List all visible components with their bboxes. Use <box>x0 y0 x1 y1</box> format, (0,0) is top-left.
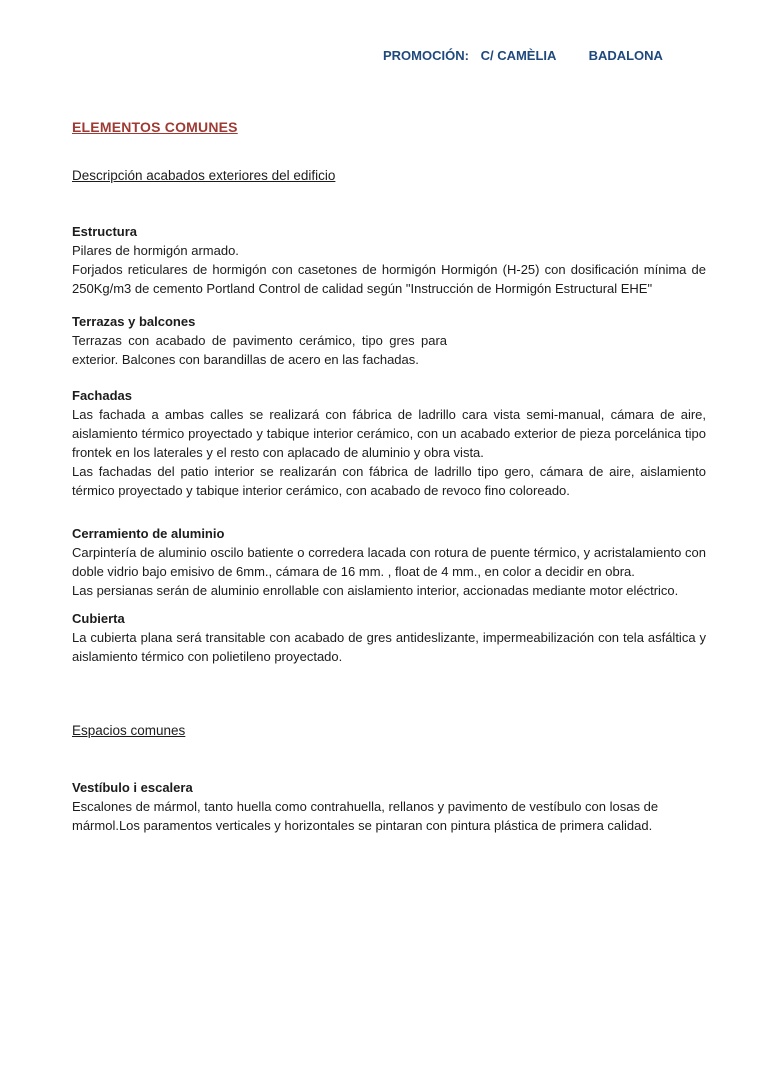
paragraph: Terrazas con acabado de pavimento cerámico, tipo gres para exterior. Balcones con barandillas de acero en las fachadas. <box>72 333 447 367</box>
section-heading-fachadas: Fachadas <box>72 388 132 403</box>
section-heading-vestibulo: Vestíbulo i escalera <box>72 780 193 795</box>
promotion-street: C/ CAMÈLIA <box>480 48 556 63</box>
section-cubierta <box>72 609 706 666</box>
paragraph: Escalones de mármol, tanto huella como contrahuella, rellanos y pavimento de vestíbulo con losas de mármol.Los paramentos verticales y horizontales se pintaran con pintura plástica de primera calidad. <box>72 799 659 833</box>
paragraph: Las fachadas del patio interior se realizarán con fábrica de ladrillo tipo gero, cámara de aire, aislamiento térmico proyectado y tabique interior cerámico, con acabado de revoco fino coloreado. <box>72 464 706 498</box>
section-vestibulo-escalera <box>72 778 706 835</box>
paragraph: Forjados reticulares de hormigón con casetones de hormigón Hormigón (H-25) con dosificación mínima de 250Kg/m3 de cemento Portland Control de calidad según "Instrucción de Hormigón Estructural EHE" <box>72 262 706 296</box>
paragraph: Las persianas serán de aluminio enrollable con aislamiento interior, accionadas mediante motor eléctrico. <box>72 583 679 598</box>
section-estructura <box>72 222 706 298</box>
section-heading-estructura: Estructura <box>72 224 138 239</box>
section-cerramiento-aluminio <box>72 524 706 600</box>
section-fachadas <box>72 386 706 500</box>
paragraph: La cubierta plana será transitable con acabado de gres antideslizante, impermeabilización con tela asfáltica y aislamiento térmico con polietileno proyectado. <box>72 630 706 664</box>
paragraph: Las fachada a ambas calles se realizará con fábrica de ladrillo cara vista semi-manual, cámara de aire, aislamiento térmico proyectado y tabique interior cerámico, con un acabado exterior de pieza porcelánica tipo frontek en los laterales y el resto con aplacado de aluminio y obra vista. <box>72 407 706 460</box>
promotion-label: PROMOCIÓN: <box>383 48 469 63</box>
section-heading-cubierta: Cubierta <box>72 611 125 626</box>
promotion-header <box>383 46 706 65</box>
section-terrazas <box>72 312 706 369</box>
paragraph: Pilares de hormigón armado. <box>72 243 239 258</box>
subtitle-exterior-finishes: Descripción acabados exteriores del edificio <box>72 168 336 183</box>
promotion-city: BADALONA <box>588 48 663 63</box>
subtitle-common-spaces: Espacios comunes <box>72 723 186 738</box>
section-heading-cerramiento: Cerramiento de aluminio <box>72 526 225 541</box>
paragraph: Carpintería de aluminio oscilo batiente o corredera lacada con rotura de puente térmico, y acristalamiento con doble vidrio bajo emisivo de 6mm., cámara de 16 mm. , float de 4 mm., en color a decidir en obra. <box>72 545 706 579</box>
page-title: ELEMENTOS COMUNES <box>72 119 238 135</box>
section-heading-terrazas: Terrazas y balcones <box>72 314 196 329</box>
